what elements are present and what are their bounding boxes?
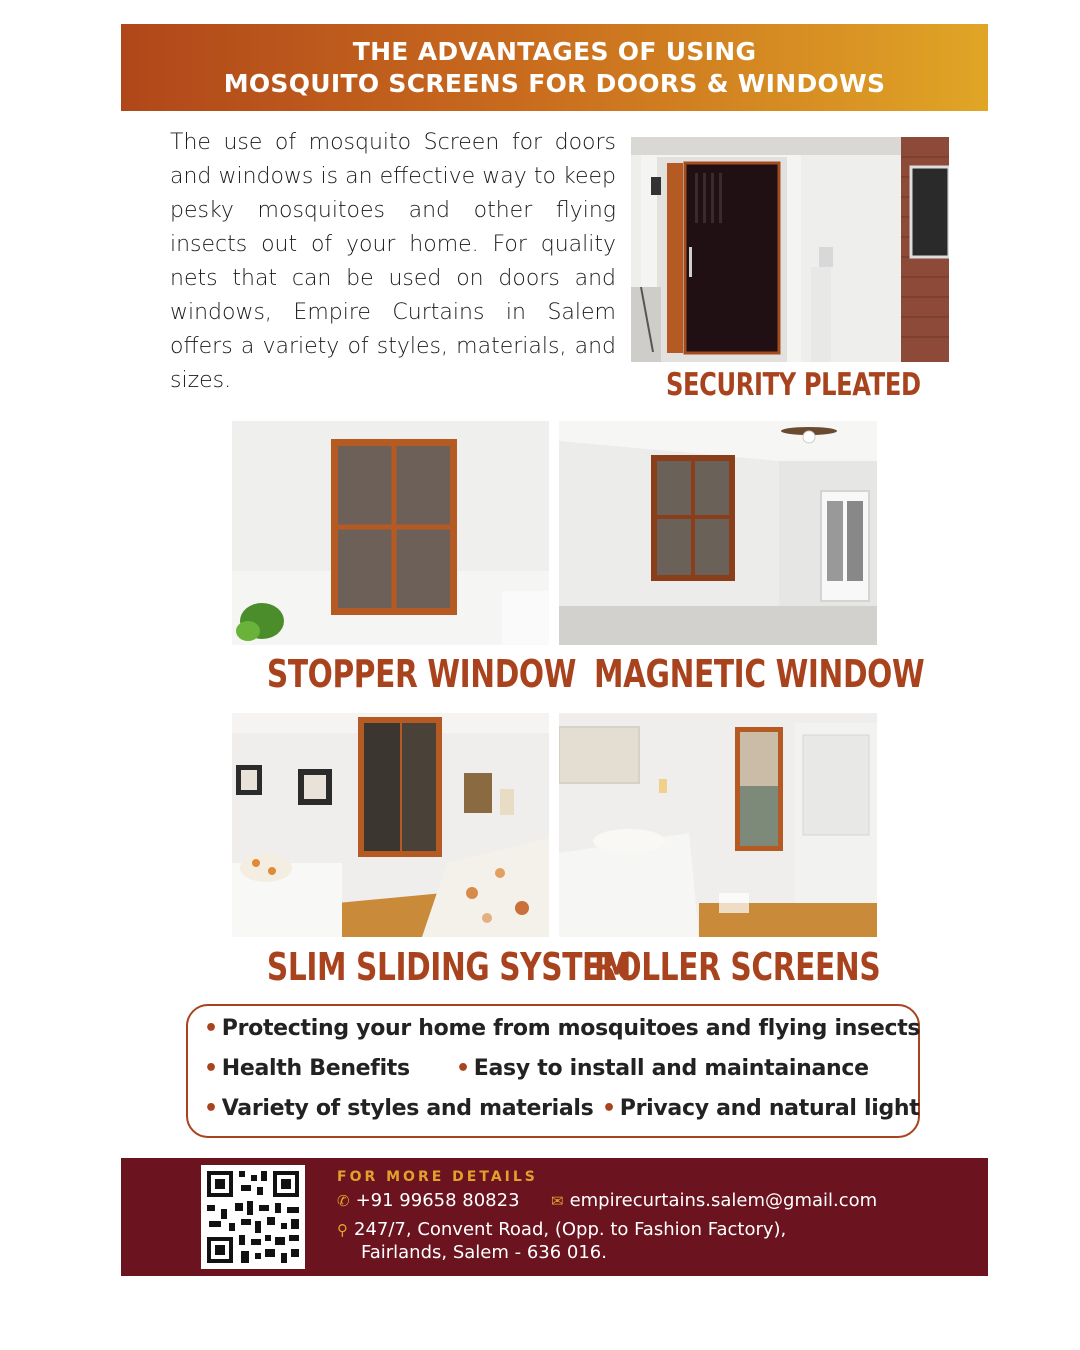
qr-code: [201, 1165, 305, 1269]
footer-contact-bar: [121, 1158, 988, 1276]
header-title-line2: MOSQUITO SCREENS FOR DOORS & WINDOWS: [223, 68, 886, 98]
benefit-item: • Variety of styles and materials: [204, 1096, 594, 1121]
product-label-stopper-window: STOPPER WINDOW: [266, 652, 577, 696]
header-title-line1: THE ADVANTAGES OF USING: [352, 36, 757, 66]
location-pin-icon: ⚲: [337, 1221, 348, 1239]
intro-paragraph: The use of mosquito Screen for doors and windows is an effective way to keep pesky mosquitoes and other flying insects out of your home. For quality nets that can be used on doors and windows, Empire Curtains in Salem offers a variety of styles, materials, and sizes.: [170, 130, 616, 393]
benefits-box: [186, 1004, 920, 1138]
footer-address-line2: Fairlands, Salem - 636 016.: [361, 1242, 607, 1263]
footer-heading: FOR MORE DETAILS: [337, 1169, 538, 1185]
header-banner: [121, 24, 988, 111]
footer-address: [337, 1219, 786, 1240]
roller-screens-photo: [559, 713, 877, 937]
product-label-magnetic-window: MAGNETIC WINDOW: [593, 652, 925, 696]
phone-icon: ✆: [337, 1192, 350, 1210]
mail-icon: ✉: [551, 1192, 564, 1210]
email-address: empirecurtains.salem@gmail.com: [569, 1190, 878, 1211]
magnetic-window-photo: [559, 421, 877, 645]
address-line1: 247/7, Convent Road, (Opp. to Fashion Factory),: [354, 1219, 787, 1240]
phone-number: +91 99658 80823: [355, 1190, 520, 1211]
stopper-window-photo: [232, 421, 549, 645]
slim-sliding-system-photo: [232, 713, 549, 937]
footer-email[interactable]: [551, 1190, 877, 1211]
benefit-item: • Easy to install and maintainance: [456, 1056, 869, 1081]
footer-phone[interactable]: [337, 1190, 520, 1211]
benefit-item: • Health Benefits: [204, 1056, 410, 1081]
benefit-item: • Protecting your home from mosquitoes and flying insects: [204, 1016, 921, 1041]
product-label-security-pleated: SECURITY PLEATED: [665, 367, 921, 403]
security-pleated-photo: [631, 137, 949, 362]
benefit-item: • Privacy and natural light: [602, 1096, 920, 1121]
product-label-slim-sliding-system: SLIM SLIDING SYSTEM: [266, 945, 632, 989]
product-label-roller-screens: ROLLER SCREENS: [593, 945, 881, 989]
